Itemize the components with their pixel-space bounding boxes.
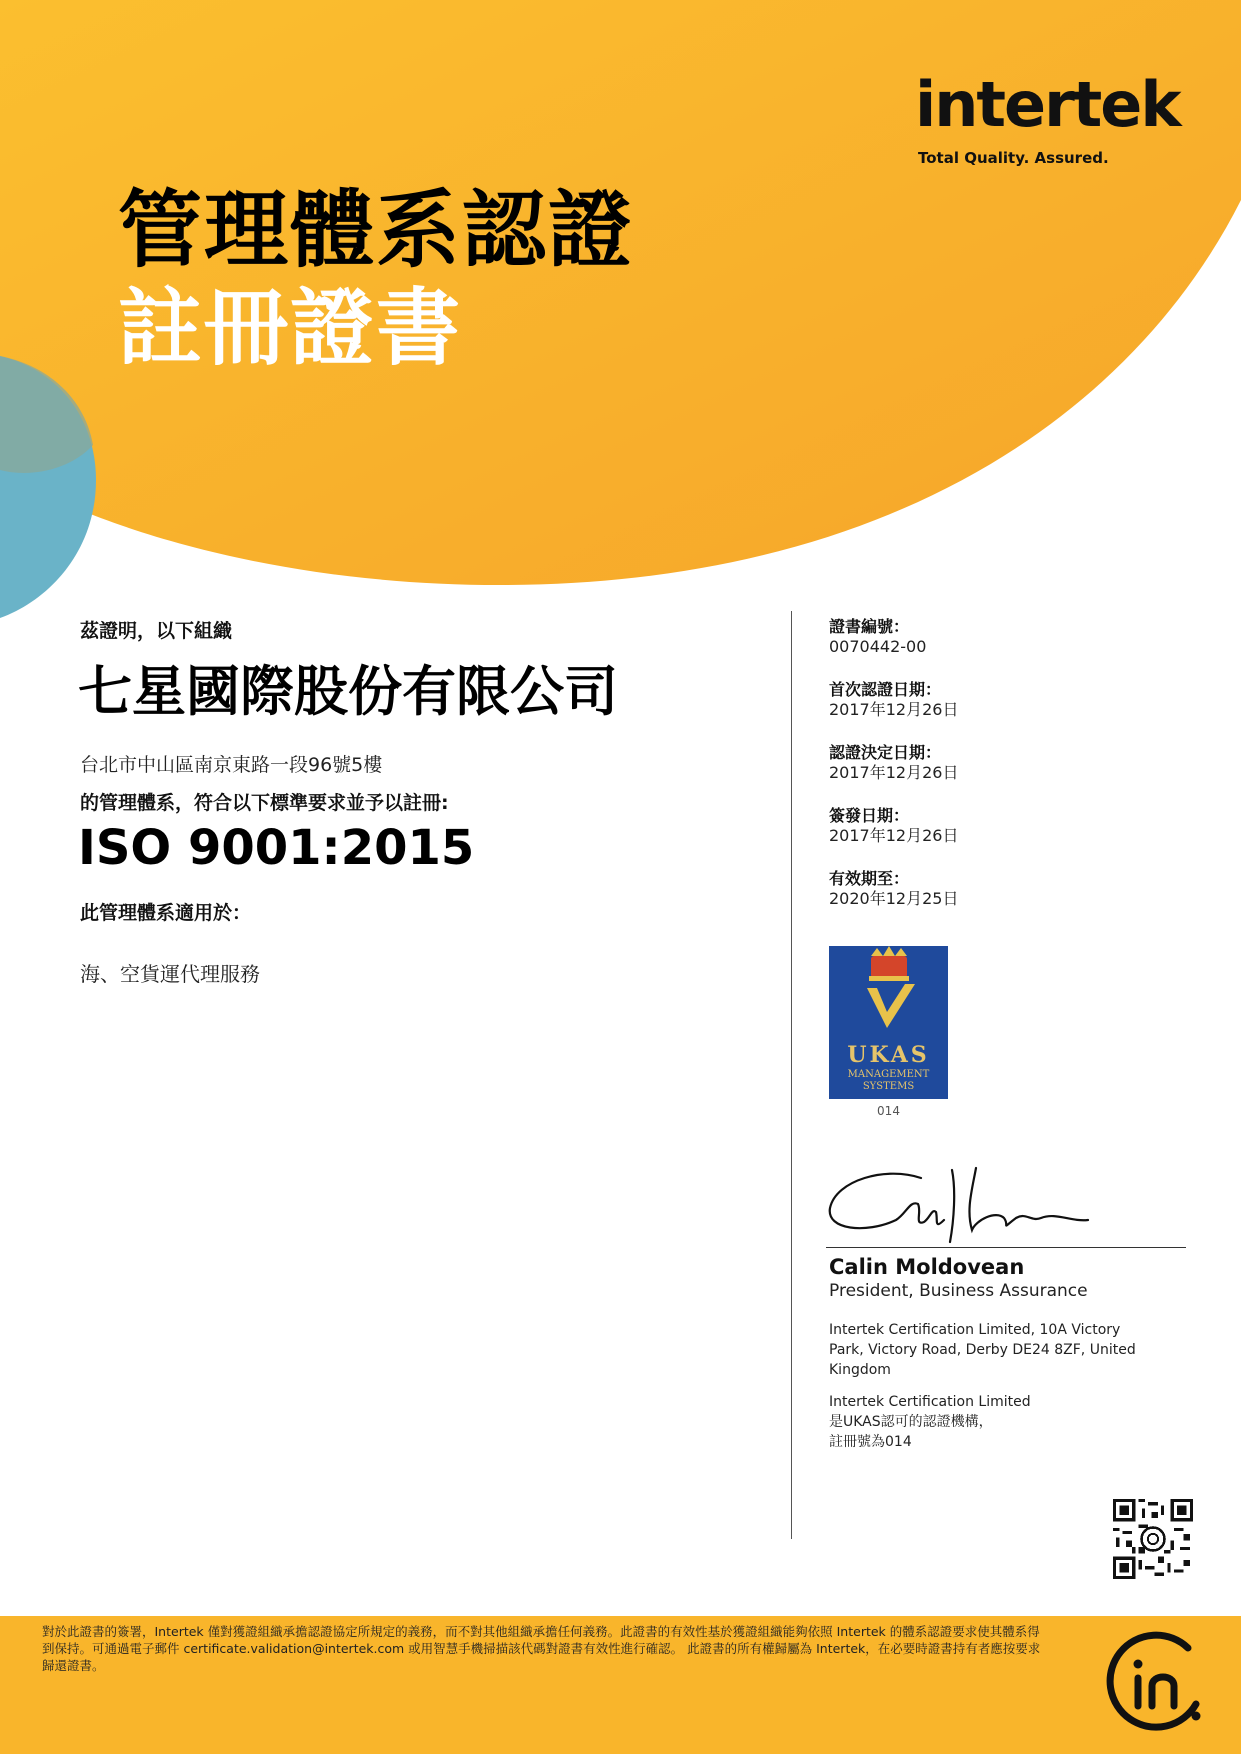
ukas-line2: SYSTEMS <box>862 1081 915 1092</box>
organization-name: 七星國際股份有限公司 <box>78 660 618 723</box>
footer-disclaimer: 對於此證書的簽署，Intertek 僅對獲證組織承擔認證協定所規定的義務，而不對其他組織承擔任何義務。此證書的有效性基於獲證組織能夠依照 Intertek 的體系認證要求使其體系得到保持。可通過電子郵件 certificate.validation@intertek.com 或用智慧手機掃描該代碼對證書有效性進行確認。 此證書的所有權歸屬為 Intertek，在必要時證書持有者應按要求歸還證書。 <box>42 1624 1041 1673</box>
scope-label: 此管理體系適用於： <box>80 902 252 924</box>
detail-label: 認證決定日期： <box>829 743 942 762</box>
detail-value: 2017年12月26日 <box>829 700 959 719</box>
crown-check-icon <box>829 946 948 1036</box>
detail-label: 有效期至： <box>829 869 910 888</box>
logo-tagline: Total Quality. Assured. <box>918 149 1109 167</box>
detail-value: 2017年12月26日 <box>829 826 959 845</box>
intertek-in-icon <box>1100 1628 1210 1738</box>
detail-value: 0070442-00 <box>829 637 927 656</box>
certificate-title-line1: 管理體系認證 <box>118 181 635 279</box>
conformity-statement: 的管理體系，符合以下標準要求並予以註冊: <box>80 792 449 814</box>
intertek-logo: intertek <box>915 68 1180 141</box>
certificate-title-line2: 註冊證書 <box>118 279 463 377</box>
detail-value: 2020年12月25日 <box>829 889 959 908</box>
accreditation-note <box>829 1392 1149 1452</box>
detail-decision-date <box>829 743 958 783</box>
signatory-name: Calin Moldovean <box>829 1255 1025 1279</box>
detail-label: 簽發日期： <box>829 806 910 825</box>
accreditation-line: Intertek Certification Limited <box>829 1394 1031 1410</box>
certification-body-address: Intertek Certification Limited, 10A Victory Park, Victory Road, Derby DE24 8ZF, United Kingdom <box>829 1322 1136 1378</box>
accreditation-line: 是UKAS認可的認證機構， <box>829 1414 993 1430</box>
signature-image <box>826 1160 1096 1246</box>
ukas-line1: MANAGEMENT <box>847 1069 930 1080</box>
qr-code-icon[interactable] <box>1113 1499 1193 1579</box>
ukas-word: UKAS <box>847 1042 930 1068</box>
scope-value: 海、空貨運代理服務 <box>80 962 260 986</box>
certify-text: 茲證明，以下組織 <box>80 620 233 642</box>
standard-name: ISO 9001:2015 <box>78 820 475 876</box>
signatory-title: President, Business Assurance <box>829 1281 1088 1301</box>
detail-value: 2017年12月26日 <box>829 763 959 782</box>
detail-label: 證書編號： <box>829 617 910 636</box>
detail-certificate-number <box>829 617 926 657</box>
detail-initial-date <box>829 680 958 720</box>
ukas-mark <box>829 946 948 1099</box>
column-divider <box>791 611 792 1539</box>
detail-label: 首次認證日期： <box>829 680 942 699</box>
detail-expiry-date <box>829 869 958 909</box>
signature-line <box>826 1247 1186 1248</box>
ukas-number: 014 <box>877 1104 900 1118</box>
organization-address: 台北市中山區南京東路一段96號5樓 <box>80 754 383 776</box>
accreditation-line: 註冊號為014 <box>829 1434 912 1450</box>
detail-issue-date <box>829 806 958 846</box>
